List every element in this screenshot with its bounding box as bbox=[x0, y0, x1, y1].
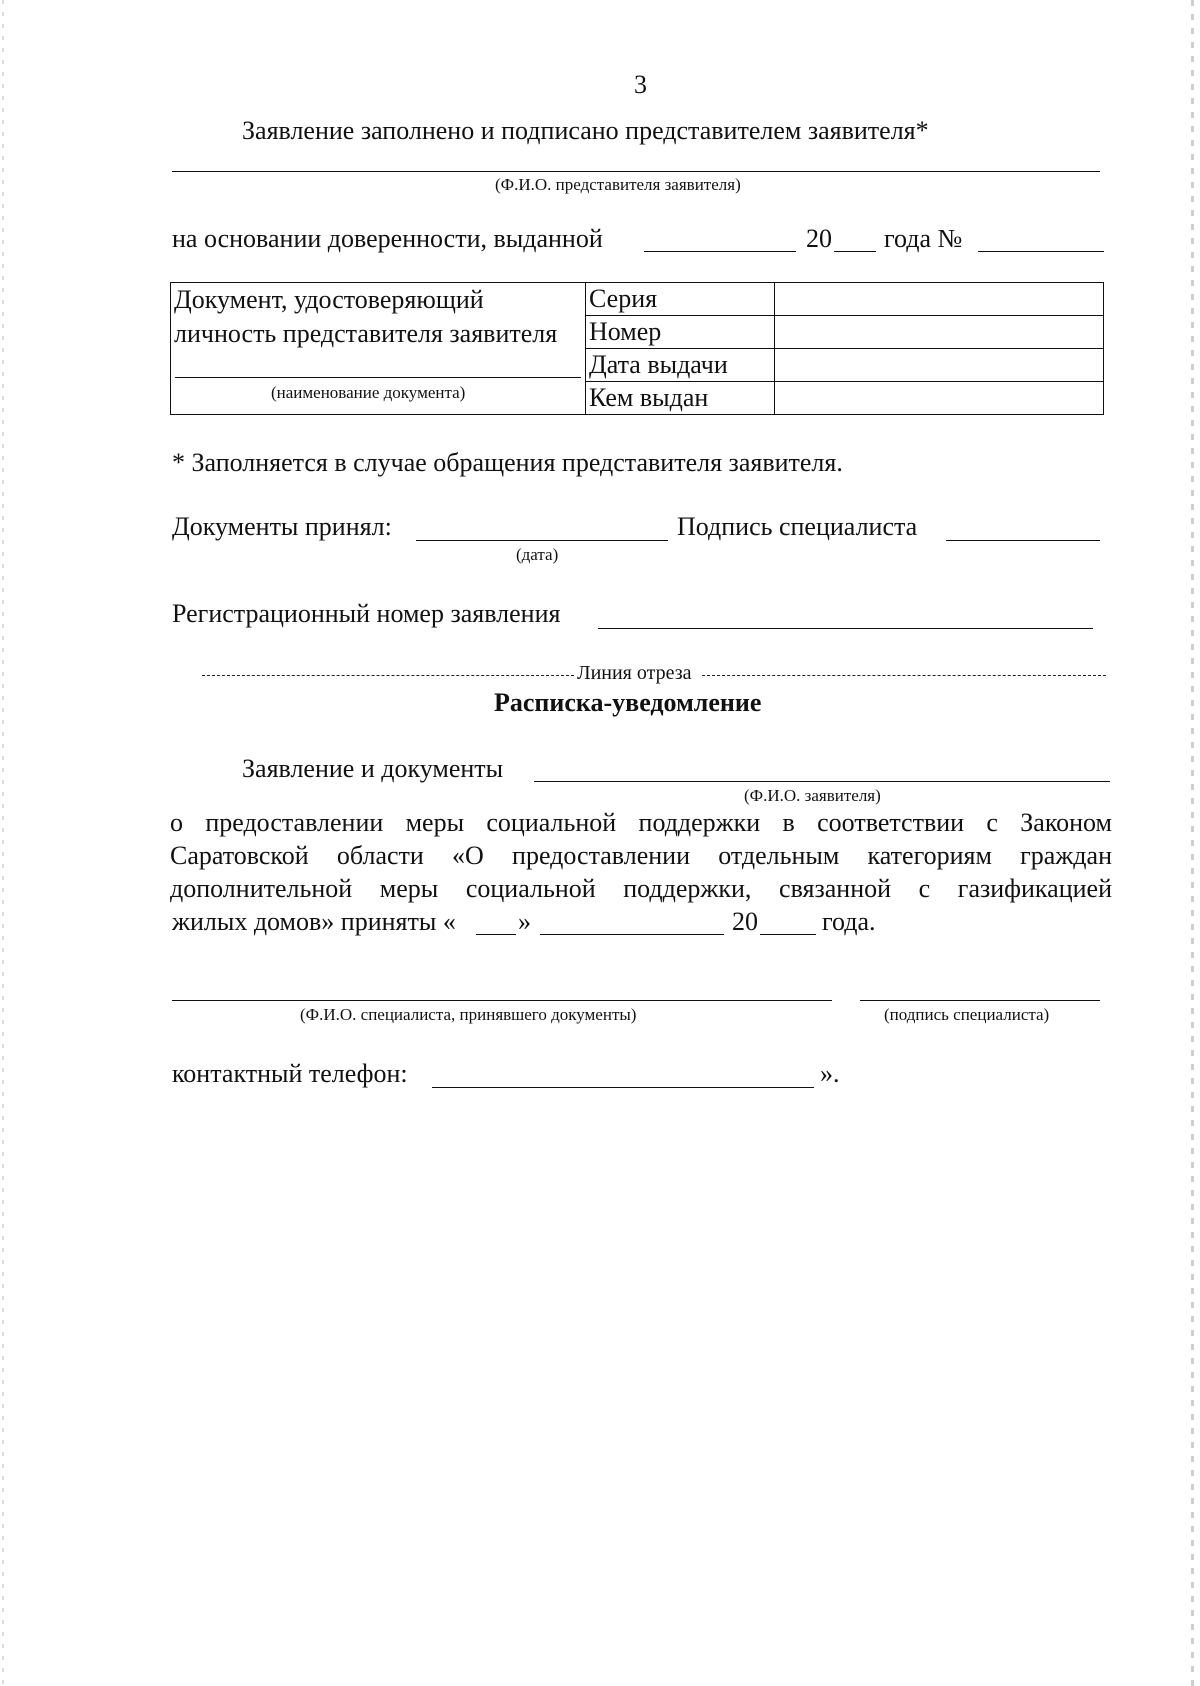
receipt-title: Расписка-уведомление bbox=[494, 688, 762, 717]
applicant-name-field[interactable] bbox=[534, 781, 1110, 782]
contact-phone-suffix: ». bbox=[820, 1059, 840, 1088]
issue-date-value-field[interactable] bbox=[775, 349, 1104, 382]
receipt-day-field[interactable] bbox=[476, 934, 516, 935]
footnote: * Заполняется в случае обращения представителя заявителя. bbox=[172, 448, 843, 477]
specialist-signature-field[interactable] bbox=[946, 540, 1100, 541]
applicant-name-caption: (Ф.И.О. заявителя) bbox=[744, 786, 881, 805]
representative-name-field[interactable] bbox=[172, 171, 1100, 172]
issue-date-label: Дата выдачи bbox=[586, 349, 775, 382]
number-value-field[interactable] bbox=[775, 316, 1104, 349]
scan-edge-left bbox=[2, 0, 4, 1686]
document-name-cell bbox=[171, 283, 586, 415]
series-label: Серия bbox=[586, 283, 775, 316]
specialist-signature-label: Подпись специалиста bbox=[677, 512, 918, 541]
receipt-year-prefix: 20 bbox=[732, 907, 758, 936]
power-of-attorney-year-prefix: 20 bbox=[806, 224, 832, 253]
cut-line-right bbox=[702, 675, 1106, 676]
document-name-field[interactable] bbox=[175, 377, 581, 378]
receipt-year-field[interactable] bbox=[760, 934, 816, 935]
issued-by-label: Кем выдан bbox=[586, 382, 775, 415]
document-label-line1: Документ, удостоверяющий bbox=[174, 285, 484, 314]
contact-phone-field[interactable] bbox=[432, 1087, 814, 1088]
applicant-label: Заявление и документы bbox=[242, 754, 504, 783]
identity-document-table bbox=[170, 282, 1104, 415]
power-of-attorney-number-field[interactable] bbox=[978, 251, 1104, 252]
issued-by-value-field[interactable] bbox=[775, 382, 1104, 415]
documents-accepted-label: Документы принял: bbox=[172, 512, 392, 541]
series-value-field[interactable] bbox=[775, 283, 1104, 316]
representative-name-caption: (Ф.И.О. представителя заявителя) bbox=[495, 175, 741, 194]
receipt-body-line-4-prefix: жилых домов» приняты « bbox=[172, 907, 456, 936]
acceptance-date-field[interactable] bbox=[416, 540, 668, 541]
number-label: Номер bbox=[586, 316, 775, 349]
specialist-signature-caption: (подпись специалиста) bbox=[884, 1005, 1050, 1024]
table-row bbox=[171, 283, 1104, 316]
document-name-caption: (наименование документа) bbox=[271, 383, 466, 402]
scan-edge-right bbox=[1191, 0, 1194, 1686]
cut-line-left bbox=[202, 675, 574, 676]
specialist-name-field[interactable] bbox=[172, 1000, 832, 1001]
power-of-attorney-number-label: года № bbox=[884, 224, 963, 253]
receipt-quote-close: » bbox=[518, 907, 531, 936]
cut-line-label: Линия отреза bbox=[577, 662, 692, 684]
receipt-year-suffix: года. bbox=[822, 907, 876, 936]
specialist-name-caption: (Ф.И.О. специалиста, принявшего документы) bbox=[300, 1005, 637, 1024]
page-number: 3 bbox=[634, 70, 647, 99]
receipt-body-line-2: Саратовской области «О предоставлении отдельным категориям граждан bbox=[170, 841, 1112, 870]
specialist-signature-line[interactable] bbox=[860, 1000, 1100, 1001]
power-of-attorney-year-field[interactable] bbox=[834, 251, 876, 252]
registration-number-field[interactable] bbox=[598, 628, 1093, 629]
contact-phone-label: контактный телефон: bbox=[172, 1059, 408, 1088]
receipt-body-line-3: дополнительной меры социальной поддержки, связанной с газификацией bbox=[170, 874, 1112, 903]
power-of-attorney-label: на основании доверенности, выданной bbox=[172, 224, 603, 253]
registration-number-label: Регистрационный номер заявления bbox=[172, 599, 561, 628]
receipt-month-field[interactable] bbox=[540, 934, 724, 935]
document-label-line2: личность представителя заявителя bbox=[174, 319, 558, 348]
receipt-body-line-1: о предоставлении меры социальной поддержки в соответствии с Законом bbox=[170, 808, 1112, 837]
power-of-attorney-date-field[interactable] bbox=[644, 251, 796, 252]
acceptance-date-caption: (дата) bbox=[516, 545, 559, 564]
representative-heading: Заявление заполнено и подписано представителем заявителя* bbox=[242, 116, 929, 145]
